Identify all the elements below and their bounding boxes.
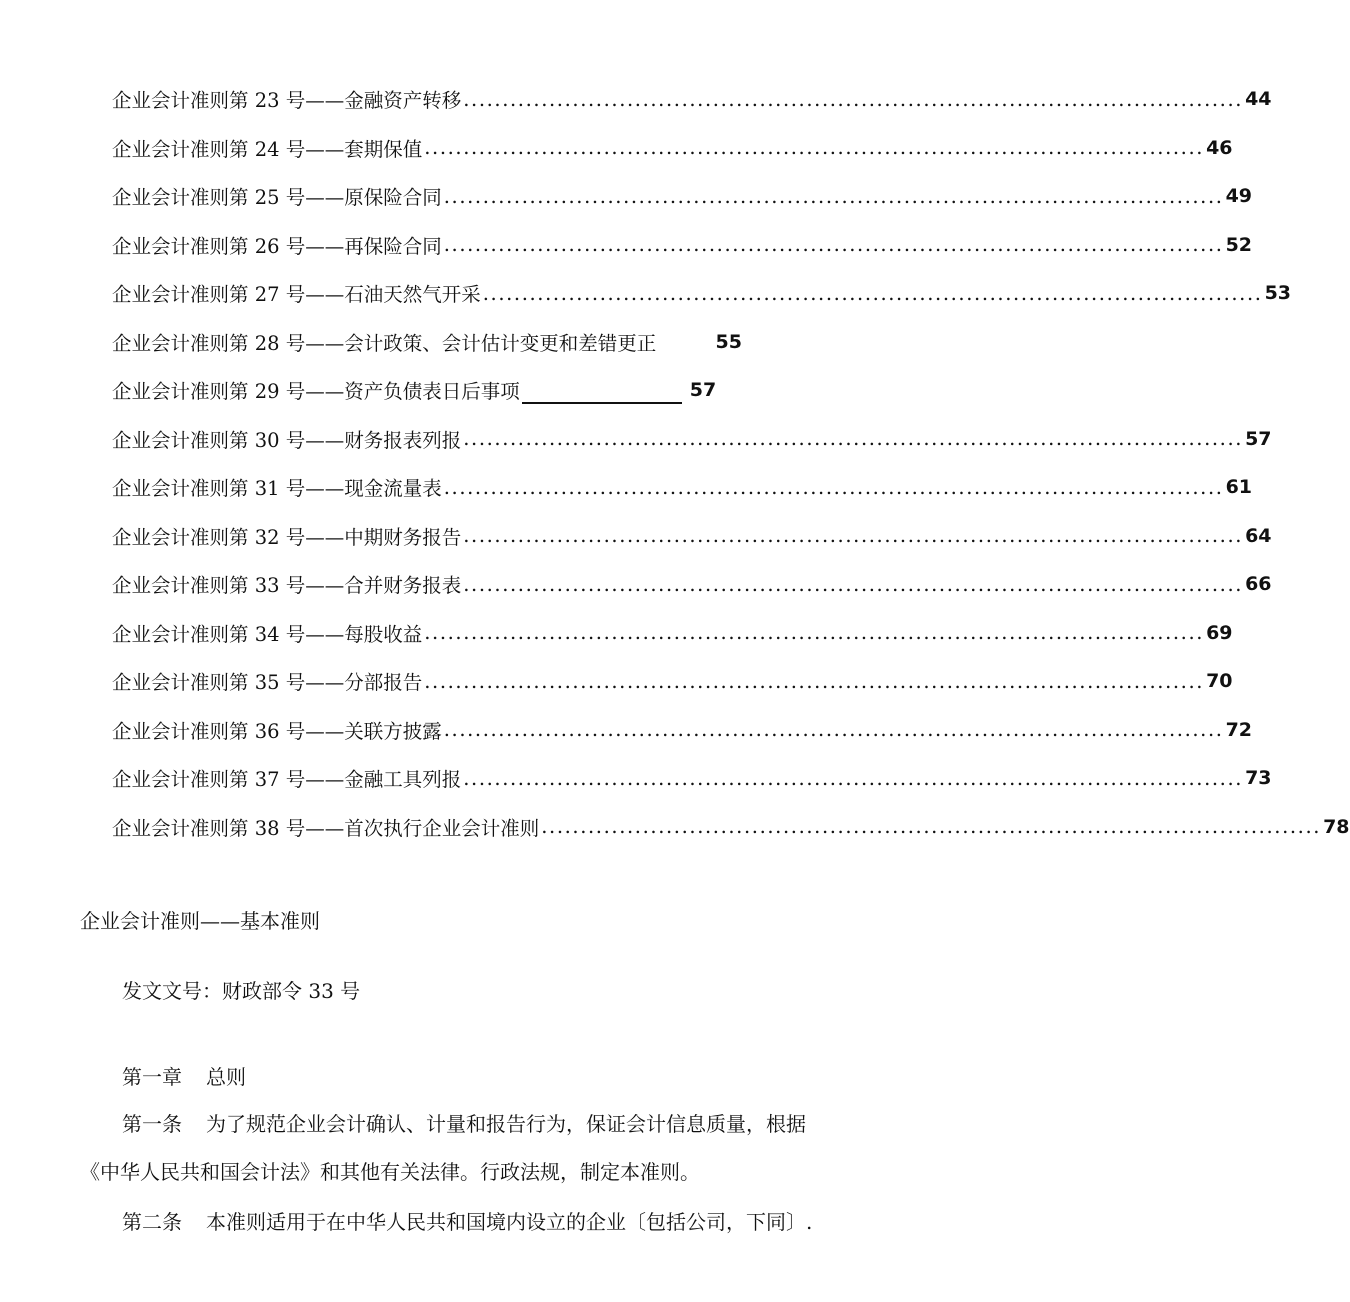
table-of-contents	[112, 75, 1350, 851]
toc-entry-title: 企业会计准则第 38 号——首次执行企业会计准则	[112, 816, 540, 840]
toc-entry-page: 53	[1264, 282, 1292, 305]
toc-entry-page: 55	[715, 330, 742, 353]
toc-entry-page: 52	[1225, 233, 1253, 256]
toc-entry-title: 企业会计准则第 37 号——金融工具列报	[112, 768, 462, 792]
toc-entry-page: 57	[689, 379, 717, 402]
toc-leader-dots: ....................................................................................................	[463, 87, 1244, 111]
toc-entry[interactable]	[112, 75, 1272, 124]
toc-entry-title: 企业会计准则第 25 号——原保险合同	[112, 186, 442, 210]
toc-entry-page: 64	[1245, 524, 1272, 547]
toc-entry-title: 企业会计准则第 26 号——再保险合同	[112, 234, 442, 258]
toc-entry[interactable]	[112, 221, 1253, 270]
toc-entry[interactable]	[112, 124, 1233, 173]
toc-leader-dots: ....................................................................................................	[424, 621, 1205, 644]
chapter-title: 总则	[206, 1065, 246, 1089]
toc-entry-page: 78	[1323, 815, 1350, 838]
toc-entry-page: 61	[1225, 476, 1253, 499]
toc-leader-dots: ....................................................................................................	[463, 524, 1244, 547]
toc-leader-dots: ....................................................................................................	[443, 718, 1224, 741]
toc-entry[interactable]	[112, 706, 1253, 755]
toc-entry-title: 企业会计准则第 24 号——套期保值	[112, 137, 423, 161]
toc-entry-title: 企业会计准则第 35 号——分部报告	[112, 671, 423, 695]
toc-entry[interactable]	[112, 172, 1253, 221]
toc-entry-title: 企业会计准则第 28 号——会计政策、会计估计变更和差错更正	[112, 331, 657, 355]
article-1-continued: 《中华人民共和国会计法》和其他有关法律。行政法规，制定本准则。	[80, 1160, 700, 1184]
toc-entry[interactable]	[112, 754, 1272, 803]
toc-entry[interactable]	[112, 609, 1233, 658]
toc-entry[interactable]	[112, 560, 1272, 609]
toc-entry-page: 44	[1245, 88, 1272, 111]
toc-entry-page: 46	[1206, 136, 1233, 159]
toc-leader-dots: ....................................................................................................	[541, 815, 1322, 838]
toc-entry-page: 73	[1245, 767, 1272, 790]
toc-entry-title: 企业会计准则第 30 号——财务报表列报	[112, 428, 462, 452]
toc-entry-title: 企业会计准则第 27 号——石油天然气开采	[112, 283, 481, 307]
toc-entry[interactable]	[112, 415, 1272, 464]
toc-leader-dots: ....................................................................................................	[443, 475, 1224, 499]
article-2	[122, 1206, 812, 1235]
toc-leader-dots: ....................................................................................................	[463, 427, 1244, 450]
toc-leader-rule	[522, 402, 682, 404]
chapter-heading	[122, 1061, 246, 1090]
toc-entry-page: 72	[1225, 718, 1253, 741]
toc-entry-page: 70	[1206, 670, 1233, 693]
article-text: 为了规范企业会计确认、计量和报告行为，保证会计信息质量，根据	[206, 1112, 806, 1136]
toc-entry[interactable]	[112, 366, 762, 415]
toc-entry-page: 66	[1245, 573, 1272, 596]
toc-entry-page: 49	[1225, 185, 1253, 208]
toc-entry-title: 企业会计准则第 23 号——金融资产转移	[112, 89, 462, 113]
article-1	[122, 1108, 806, 1137]
toc-entry[interactable]	[112, 512, 1272, 561]
toc-entry-page: 69	[1206, 621, 1233, 644]
article-label: 第二条	[122, 1210, 182, 1234]
toc-leader-dots: ....................................................................................................	[463, 572, 1244, 596]
toc-leader-dots: ....................................................................................................	[443, 233, 1224, 256]
article-label: 第一条	[122, 1112, 182, 1136]
toc-entry[interactable]	[112, 318, 742, 367]
toc-entry[interactable]	[112, 803, 1350, 852]
toc-leader-dots: ....................................................................................................	[424, 669, 1205, 693]
document-number: 发文文号：财政部令 33 号	[122, 979, 361, 1003]
toc-entry-title: 企业会计准则第 33 号——合并财务报表	[112, 574, 462, 598]
document-title: 企业会计准则——基本准则	[80, 909, 320, 933]
toc-leader-dots: ....................................................................................................	[424, 136, 1205, 159]
toc-entry-page: 57	[1245, 427, 1272, 450]
toc-entry[interactable]	[112, 463, 1253, 512]
toc-leader-dots: ....................................................................................................	[443, 184, 1224, 208]
toc-leader-dots: ....................................................................................................	[482, 281, 1263, 305]
toc-entry[interactable]	[112, 269, 1292, 318]
chapter-label: 第一章	[122, 1065, 182, 1089]
toc-entry-title: 企业会计准则第 29 号——资产负债表日后事项	[112, 380, 520, 404]
toc-entry-title: 企业会计准则第 36 号——关联方披露	[112, 719, 442, 743]
toc-entry-title: 企业会计准则第 34 号——每股收益	[112, 622, 423, 646]
toc-entry-title: 企业会计准则第 31 号——现金流量表	[112, 477, 442, 501]
article-text: 本准则适用于在中华人民共和国境内设立的企业〔包括公司，下同〕.	[206, 1210, 813, 1234]
toc-entry[interactable]	[112, 657, 1233, 706]
toc-entry-title: 企业会计准则第 32 号——中期财务报告	[112, 525, 462, 549]
toc-leader-dots: ....................................................................................................	[463, 766, 1244, 790]
